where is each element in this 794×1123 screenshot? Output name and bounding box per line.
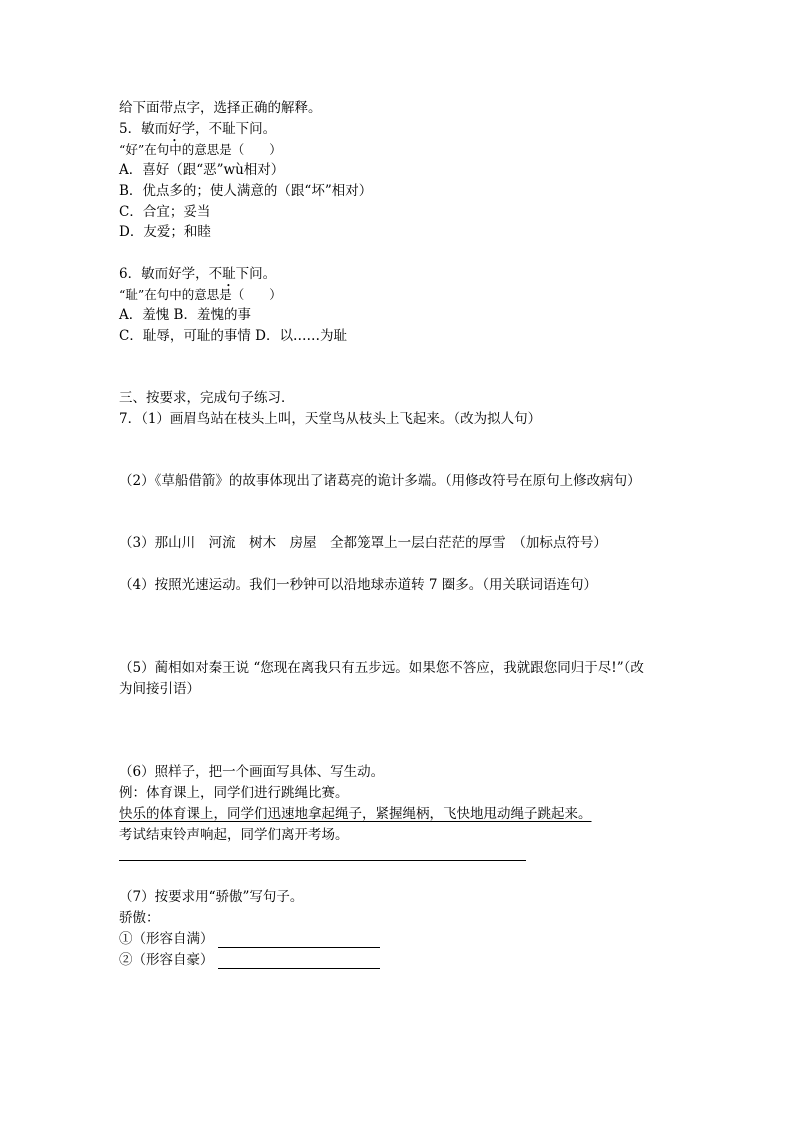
q5-option-c[interactable]: C．合宜；妥当	[119, 204, 211, 220]
q7-5-line1: （5）蔺相如对秦王说 “您现在离我只有五步远。如果您不答应，我就跟您同归于尽!”（改	[119, 660, 644, 676]
sub-question-2-blank[interactable]	[218, 954, 380, 969]
q5-prompt: “好”在句中的意思是（ ）	[119, 142, 282, 157]
emphasized-character: 好	[168, 121, 182, 137]
exercise-sentence: 考试结束铃声响起，同学们离开考场。	[119, 827, 349, 843]
q6-options-ab[interactable]: A．羞愧 B．羞愧的事	[119, 307, 251, 323]
q7-1: 7．（1）画眉鸟站在枝头上叫，天堂鸟从枝头上飞起来。（改为拟人句）	[119, 411, 542, 427]
q6-options-cd[interactable]: C．耻辱，可耻的事情 D．以……为耻	[119, 328, 347, 344]
q5-option-d[interactable]: D．友爱；和睦	[119, 224, 211, 240]
q7-4: （4）按照光速运动。我们一秒钟可以沿地球赤道转 7 圈多。（用关联词语连句）	[119, 577, 598, 593]
answer-line[interactable]	[119, 860, 526, 861]
q5-option-a[interactable]: A．喜好（跟“恶”wù相对）	[119, 162, 285, 178]
q7-5-line2: 为间接引语）	[119, 681, 200, 697]
q5-option-b[interactable]: B．优点多的；使人满意的（跟“坏”相对）	[119, 183, 373, 199]
q7-7: （7）按要求用“骄傲”写句子。	[119, 889, 304, 905]
q5-stem-text: 5．敏而好学，不耻下问。	[119, 121, 277, 137]
emphasized-character: 耻	[222, 266, 236, 282]
example-label: 例：体育课上，同学们进行跳绳比赛。	[119, 785, 349, 801]
instruction: 给下面带点字，选择正确的解释。	[119, 100, 322, 116]
q7-3: （3）那山川 河流 树木 房屋 全都笼罩上一层白茫茫的厚雪 （加标点符号）	[119, 535, 607, 551]
sub-question-2-label: ②（形容自豪）	[119, 952, 214, 968]
q6-prompt: “耻”在句中的意思是（ ）	[119, 287, 282, 302]
q7-6: （6）照样子，把一个画面写具体、写生动。	[119, 764, 385, 780]
section3-title: 三、按要求，完成句子练习．	[119, 390, 295, 406]
example-answer: 快乐的体育课上，同学们迅速地拿起绳子，紧握绳柄，飞快地甩动绳子跳起来。	[119, 806, 592, 822]
q6-stem: 6．敏而好学，不耻下问。	[119, 266, 277, 282]
q7-2: （2）《草船借箭》的故事体现出了诸葛亮的诡计多端。（用修改符号在原句上修改病句）	[119, 473, 641, 489]
sub-question-1	[119, 930, 380, 948]
word-label: 骄傲：	[119, 910, 160, 926]
sub-question-2	[119, 951, 380, 969]
sub-question-1-label: ①（形容自满）	[119, 931, 214, 947]
sub-question-1-blank[interactable]	[218, 933, 380, 948]
